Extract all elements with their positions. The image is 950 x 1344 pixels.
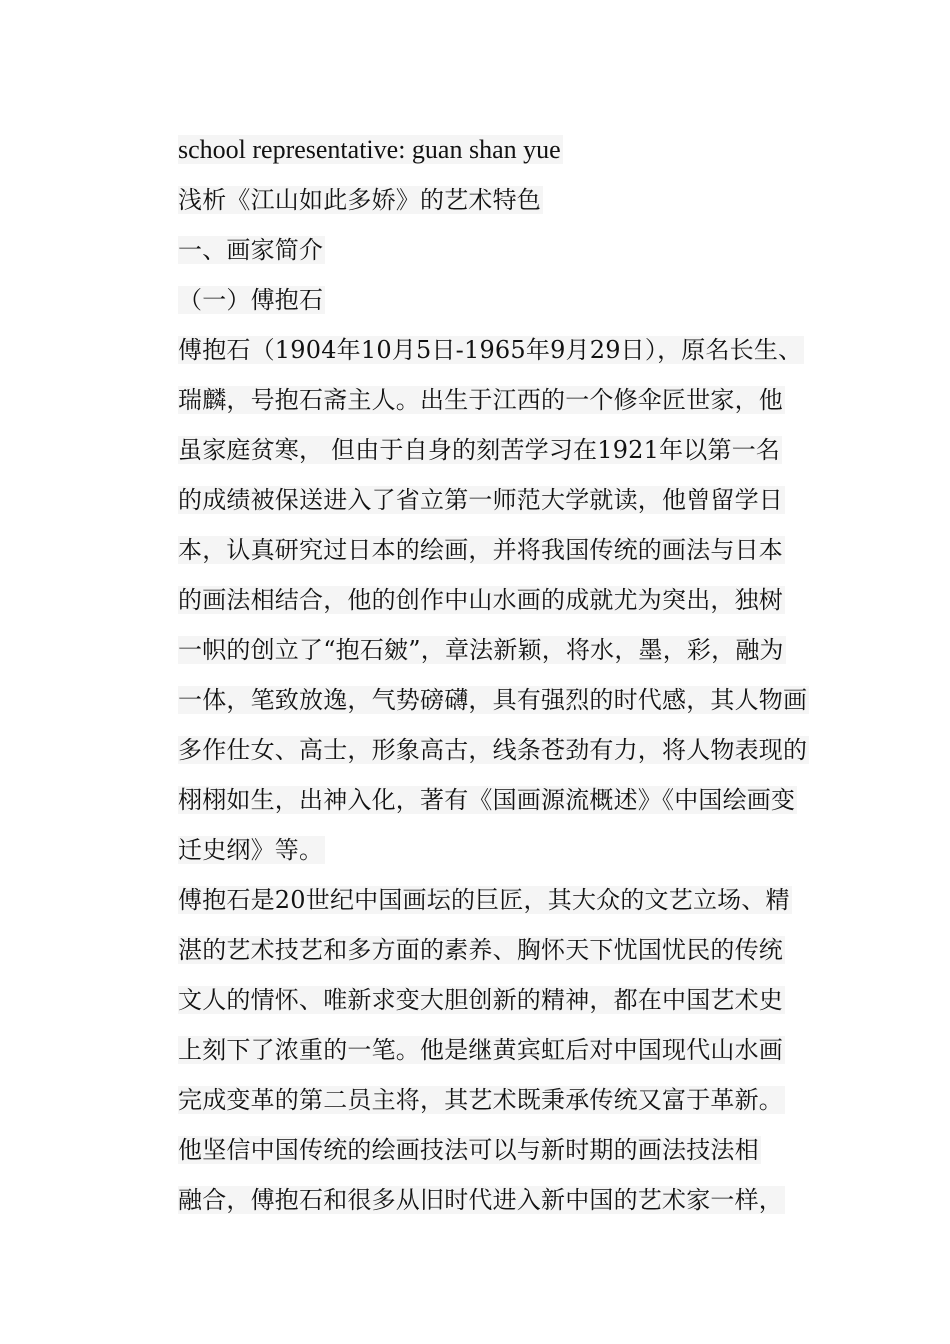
paragraph-line: 多作仕女、高士，形象高古，线条苍劲有力，将人物表现的	[178, 736, 808, 764]
paragraph-line: 湛的艺术技艺和多方面的素养、胸怀天下忧国忧民的传统	[178, 936, 783, 964]
paragraph-line: 傅抱石是20世纪中国画坛的巨匠，其大众的文艺立场、精	[178, 886, 790, 914]
paragraph-line: 一体，笔致放逸，气势磅礴，具有强烈的时代感，其人物画	[178, 686, 808, 714]
paragraph-line: 上刻下了浓重的一笔。他是继黄宾虹后对中国现代山水画	[178, 1036, 783, 1064]
paragraph-line: 瑞麟，号抱石斋主人。出生于江西的一个修伞匠世家，他	[178, 386, 783, 414]
paragraph-2	[178, 875, 838, 1225]
paragraph-line: 他坚信中国传统的绘画技法可以与新时期的画法技法相	[178, 1136, 759, 1164]
document-body	[178, 125, 838, 1225]
section-heading	[178, 225, 838, 275]
paragraph-1	[178, 325, 838, 875]
article-title	[178, 175, 838, 225]
paragraph-line: 迁史纲》等。	[178, 836, 324, 864]
paragraph-line: 一帜的创立了“抱石皴”，章法新颖，将水，墨，彩，融为	[178, 636, 784, 664]
paragraph-line: 虽家庭贫寒， 但由于自身的刻苦学习在1921年以第一名	[178, 436, 781, 464]
paragraph-line: 融合，傅抱石和很多从旧时代进入新中国的艺术家一样，	[178, 1186, 783, 1214]
subsection-heading-text: （一）傅抱石	[178, 286, 324, 314]
paragraph-line: 傅抱石（1904年10月5日-1965年9月29日），原名长生、	[178, 336, 803, 364]
paragraph-line: 的画法相结合，他的创作中山水画的成就尤为突出，独树	[178, 586, 783, 614]
subsection-heading	[178, 275, 838, 325]
section-heading-text: 一、画家简介	[178, 236, 324, 264]
paragraph-line: 本，认真研究过日本的绘画，并将我国传统的画法与日本	[178, 536, 783, 564]
paragraph-line: 文人的情怀、唯新求变大胆创新的精神，都在中国艺术史	[178, 986, 783, 1014]
paragraph-line: 栩栩如生，出神入化，著有《国画源流概述》《中国绘画变	[178, 786, 796, 814]
paragraph-line: 的成绩被保送进入了省立第一师范大学就读，他曾留学日	[178, 486, 783, 514]
header-line	[178, 125, 838, 175]
paragraph-line: 完成变革的第二员主将，其艺术既秉承传统又富于革新。	[178, 1086, 783, 1114]
header-line-text: school representative: guan shan yue	[178, 135, 561, 164]
article-title-text: 浅析《江山如此多娇》的艺术特色	[178, 186, 541, 214]
